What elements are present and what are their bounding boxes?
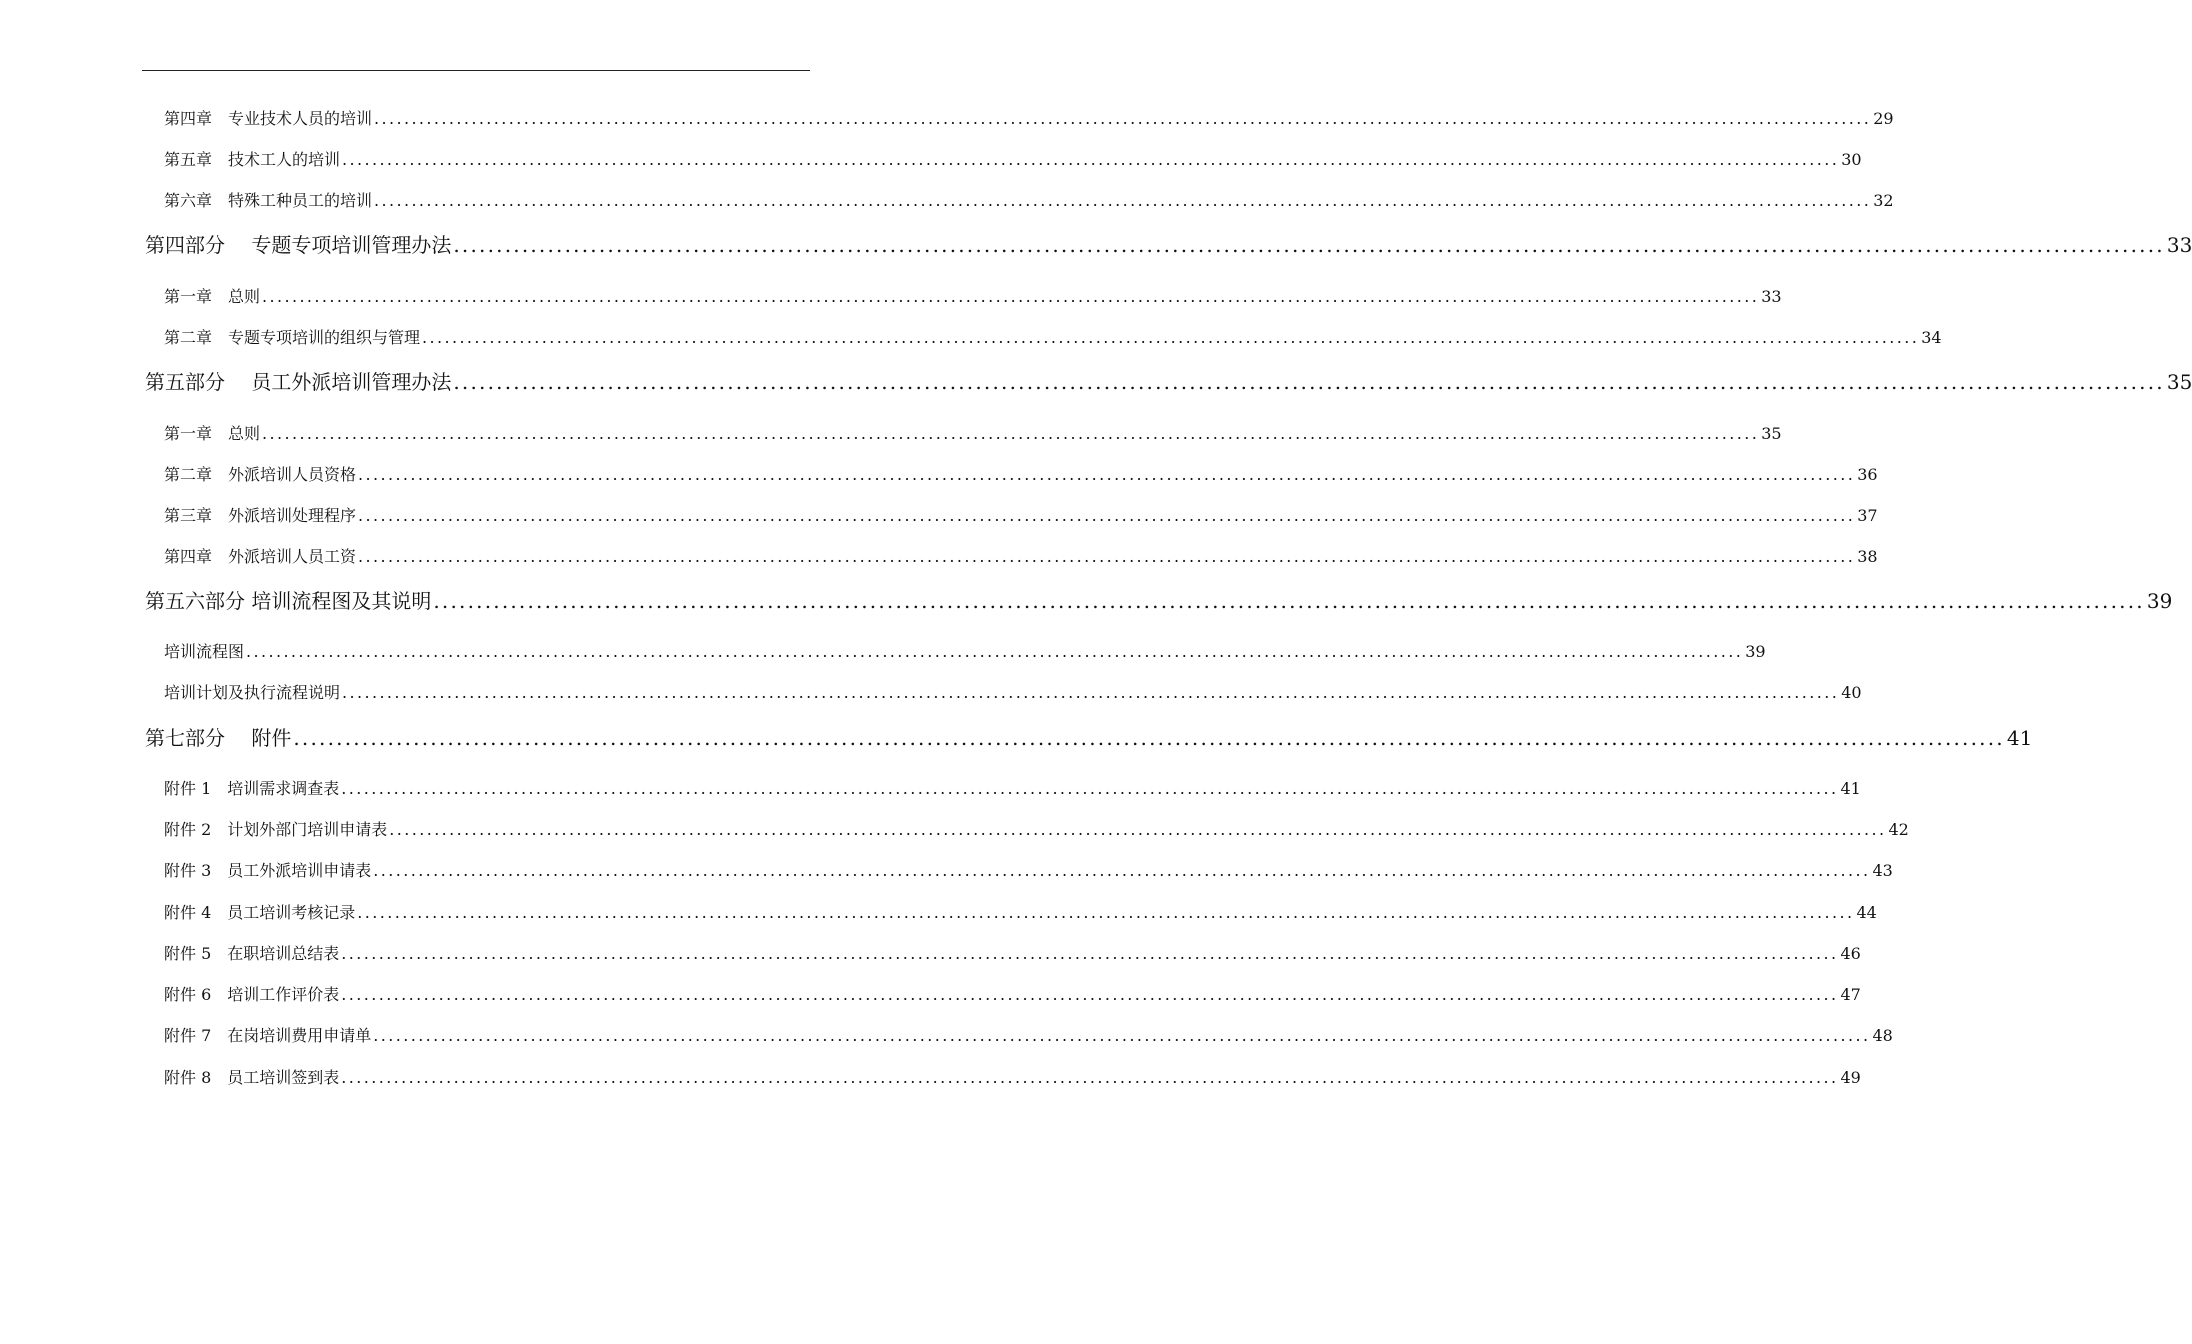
toc-entry-title: 附件 3 员工外派培训申请表	[164, 861, 372, 880]
toc-entry-title: 第一章 总则	[164, 424, 261, 443]
toc-entry-page: 34	[1921, 328, 1942, 347]
dot-leader: ........................................................................................................................................................................................................	[293, 726, 2005, 750]
dot-leader: ........................................................................................................................................................................................................	[358, 547, 1856, 566]
toc-entry-page: 48	[1872, 1026, 1893, 1045]
toc-entry-page: 30	[1841, 150, 1862, 169]
dot-leader: ........................................................................................................................................................................................................	[342, 683, 1840, 702]
toc-entry[interactable]	[164, 284, 1782, 308]
toc-part-entry[interactable]	[145, 722, 2033, 752]
toc-entry-page: 33	[1761, 287, 1782, 306]
dot-leader: ........................................................................................................................................................................................................	[374, 109, 1872, 128]
toc-entry[interactable]	[164, 462, 1878, 486]
dot-leader: ........................................................................................................................................................................................................	[357, 903, 1855, 922]
dot-leader: ........................................................................................................................................................................................................	[374, 191, 1872, 210]
toc-entry-title: 第五章 技术工人的培训	[164, 150, 341, 169]
toc-entry[interactable]	[164, 325, 1942, 349]
dot-leader: ........................................................................................................................................................................................................	[373, 861, 1871, 880]
dot-leader: ........................................................................................................................................................................................................	[341, 779, 1839, 798]
dot-leader: ........................................................................................................................................................................................................	[389, 820, 1887, 839]
toc-entry-page: 29	[1873, 109, 1894, 128]
toc-entry-title: 培训流程图	[164, 642, 245, 661]
dot-leader: ........................................................................................................................................................................................................	[422, 328, 1920, 347]
toc-entry-page: 40	[1841, 683, 1862, 702]
toc-entry-title: 第五部分 员工外派培训管理办法	[145, 370, 452, 394]
dot-leader: ........................................................................................................................................................................................................	[453, 370, 2165, 394]
toc-entry-page: 38	[1857, 547, 1878, 566]
toc-entry[interactable]	[164, 776, 1861, 800]
dot-leader: ........................................................................................................................................................................................................	[341, 944, 1839, 963]
dot-leader: ........................................................................................................................................................................................................	[358, 506, 1856, 525]
toc-entry-title: 第七部分 附件	[145, 726, 292, 750]
toc-entry-title: 附件 2 计划外部门培训申请表	[164, 820, 388, 839]
toc-entry-page: 46	[1840, 944, 1861, 963]
toc-entry[interactable]	[164, 639, 1766, 663]
toc-entry[interactable]	[164, 1023, 1893, 1047]
toc-entry-page: 35	[1761, 424, 1782, 443]
toc-entry-page: 41	[2006, 726, 2033, 750]
toc-entry-title: 第二章 外派培训人员资格	[164, 465, 357, 484]
toc-entry-title: 培训计划及执行流程说明	[164, 683, 341, 702]
dot-leader: ........................................................................................................................................................................................................	[358, 465, 1856, 484]
toc-part-entry[interactable]	[145, 366, 2192, 396]
toc-entry-page: 44	[1856, 903, 1877, 922]
toc-entry-page: 43	[1872, 861, 1893, 880]
toc-entry-title: 附件 8 员工培训签到表	[164, 1068, 340, 1087]
toc-entry-page: 33	[2166, 233, 2192, 257]
toc-entry[interactable]	[164, 858, 1893, 882]
toc-entry-title: 第四部分 专题专项培训管理办法	[145, 233, 452, 257]
dot-leader: ........................................................................................................................................................................................................	[341, 985, 1839, 1004]
toc-entry[interactable]	[164, 106, 1894, 130]
toc-entry-page: 49	[1840, 1068, 1861, 1087]
toc-entry[interactable]	[164, 503, 1878, 527]
toc-entry-title: 第一章 总则	[164, 287, 261, 306]
dot-leader: ........................................................................................................................................................................................................	[341, 1068, 1839, 1087]
dot-leader: ........................................................................................................................................................................................................	[246, 642, 1744, 661]
toc-entry[interactable]	[164, 982, 1861, 1006]
toc-entry-page: 36	[1857, 465, 1878, 484]
toc-entry-page: 32	[1873, 191, 1894, 210]
toc-entry-title: 附件 4 员工培训考核记录	[164, 903, 356, 922]
toc-entry-title: 第五六部分 培训流程图及其说明	[145, 589, 432, 613]
toc-entry-page: 41	[1840, 779, 1861, 798]
toc-entry[interactable]	[164, 817, 1909, 841]
toc-entry[interactable]	[164, 147, 1862, 171]
toc-entry-page: 35	[2166, 370, 2192, 394]
toc-entry-title: 第四章 外派培训人员工资	[164, 547, 357, 566]
toc-entry-title: 第二章 专题专项培训的组织与管理	[164, 328, 421, 347]
toc-entry[interactable]	[164, 421, 1782, 445]
toc-entry-title: 第四章 专业技术人员的培训	[164, 109, 373, 128]
toc-part-entry[interactable]	[145, 229, 2192, 259]
toc-entry-page: 39	[2146, 589, 2173, 613]
toc-part-entry[interactable]	[145, 585, 2173, 615]
toc-entry-page: 42	[1888, 820, 1909, 839]
dot-leader: ........................................................................................................................................................................................................	[262, 287, 1760, 306]
dot-leader: ........................................................................................................................................................................................................	[433, 589, 2145, 613]
toc-entry-title: 第六章 特殊工种员工的培训	[164, 191, 373, 210]
toc-entry[interactable]	[164, 941, 1861, 965]
toc-entry-title: 附件 1 培训需求调查表	[164, 779, 340, 798]
toc-entry-page: 47	[1840, 985, 1861, 1004]
toc-entry-title: 附件 6 培训工作评价表	[164, 985, 340, 1004]
toc-entry[interactable]	[164, 544, 1878, 568]
toc-entry-title: 附件 5 在职培训总结表	[164, 944, 340, 963]
toc-entry-title: 附件 7 在岗培训费用申请单	[164, 1026, 372, 1045]
toc-entry[interactable]	[164, 900, 1877, 924]
toc-entry-page: 39	[1745, 642, 1766, 661]
dot-leader: ........................................................................................................................................................................................................	[453, 233, 2165, 257]
toc-entry-page: 37	[1857, 506, 1878, 525]
toc-entry-title: 第三章 外派培训处理程序	[164, 506, 357, 525]
dot-leader: ........................................................................................................................................................................................................	[373, 1026, 1871, 1045]
toc-entry[interactable]	[164, 680, 1862, 704]
dot-leader: ........................................................................................................................................................................................................	[342, 150, 1840, 169]
toc-entry[interactable]	[164, 1065, 1861, 1089]
toc-entry[interactable]	[164, 188, 1894, 212]
dot-leader: ........................................................................................................................................................................................................	[262, 424, 1760, 443]
